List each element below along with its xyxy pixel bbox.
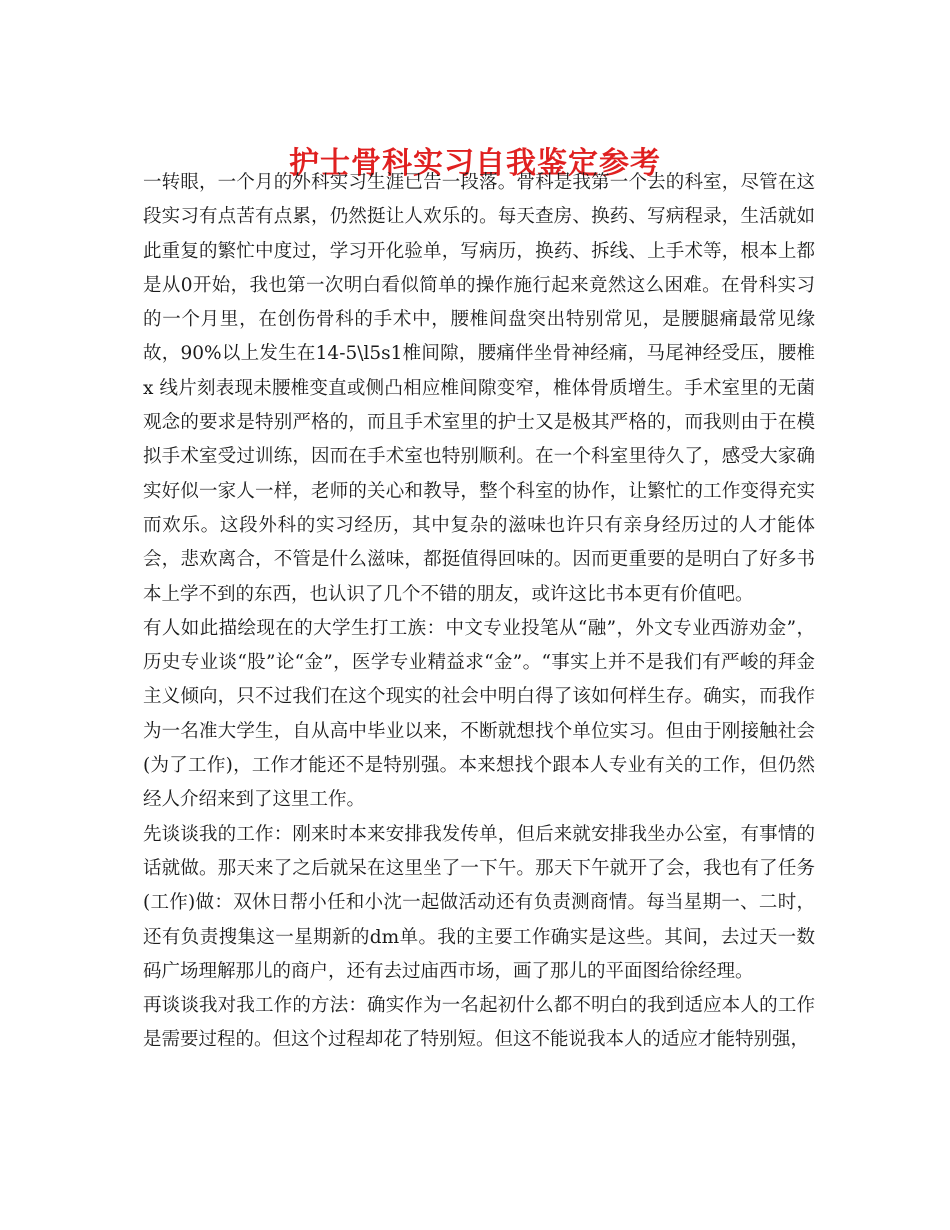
- paragraph-work-method: 再谈谈我对我工作的方法：确实作为一名起初什么都不明白的我到适应本人的工作是需要过程的。但这个过程却花了特别短。但这不能说我本人的适应才能特别强，: [143, 995, 815, 1051]
- document-title: 护士骨科实习自我鉴定参考: [289, 146, 661, 182]
- paragraph-orthopedic-internship: 一转眼，一个月的外科实习生涯已告一段落。骨科是我第一个去的科室，尽管在这段实习有点苦有点累，仍然挺让人欢乐的。每天查房、换药、写病程录，生活就如此重复的繁忙中度过，学习开化验单，写病历，换药、拆线、上手术等，根本上都是从0开始，我也第一次明白看似简单的操作施行起来竟然这么困难。在骨科实习的一个月里，在创伤骨科的手术中，腰椎间盘突出特别常见，是腰腿痛最常见缘故，90%以上发生在14-5\l5s1椎间隙，腰痛伴坐骨神经痛，马尾神经受压，腰椎 x 线片刻表现未腰椎变直或侧凸相应椎间隙变窄，椎体骨质增生。手术室里的无菌观念的要求是特别严格的，而且手术室里的护士又是极其严格的，而我则由于在模拟手术室受过训练，因而在手术室也特别顺利。在一个科室里待久了，感受大家确实好似一家人一样，老师的关心和教导，整个科室的协作，让繁忙的工作变得充实而欢乐。这段外科的实习经历，其中复杂的滋味也许只有亲身经历过的人才能体会，悲欢离合，不管是什么滋味，都挺值得回味的。因而更重要的是明白了好多书本上学不到的东西，也认识了几个不错的朋友，或许这比书本更有价值吧。: [143, 172, 815, 605]
- paragraph-my-work: 先谈谈我的工作：刚来时本来安排我发传单，但后来就安排我坐办公室，有事情的话就做。那天来了之后就呆在这里坐了一下午。那天下午就开了会，我也有了任务(工作)做：双休日帮小任和小沈一起做活动还有负责测商情。每当星期一、二时，还有负责搜集这一星期新的dm单。我的主要工作确实是这些。其间，去过天一数码广场理解那儿的商户，还有去过庙西市场，画了那儿的平面图给徐经理。: [143, 823, 815, 982]
- document-body: [143, 166, 815, 1058]
- paragraph-student-workers: 有人如此描绘现在的大学生打工族：中文专业投笔从“融”，外文专业西游劝金”，历史专业谈“股”论“金”，医学专业精益求“金”。“事实上并不是我们有严峻的拜金主义倾向，只不过我们在这个现实的社会中明白得了该如何样生存。确实，而我作为一名准大学生，自从高中毕业以来，不断就想找个单位实习。但由于刚接触社会(为了工作)，工作才能还不是特别强。本来想找个跟本人专业有关的工作，但仍然经人介绍来到了这里工作。: [143, 617, 815, 811]
